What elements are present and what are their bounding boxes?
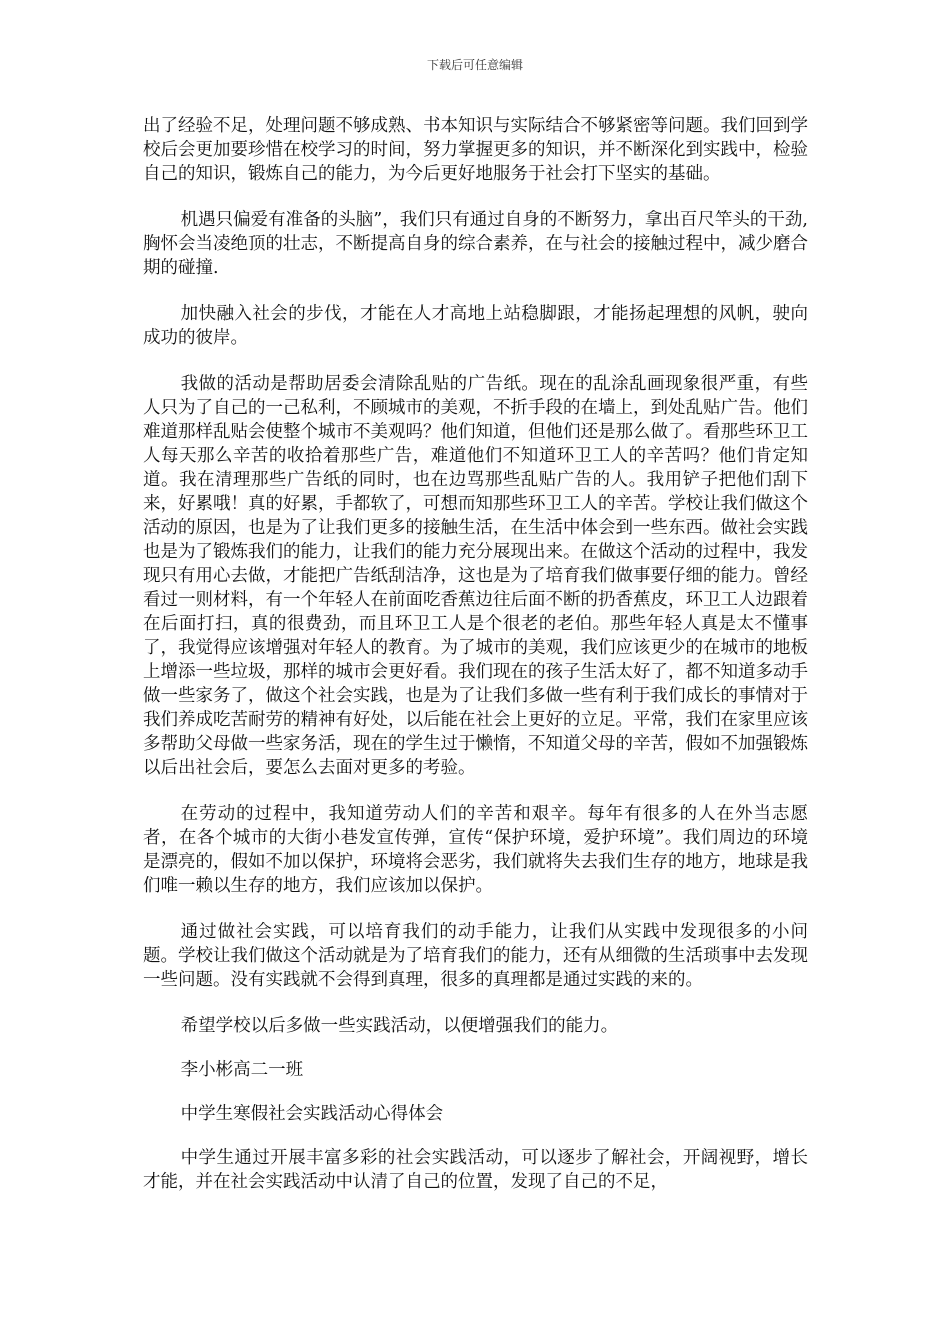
paragraph-hope: 希望学校以后多做一些实践活动，以便增强我们的能力。 bbox=[180, 1016, 619, 1036]
paragraph-intro: 中学生通过开展丰富多彩的社会实践活动，可以逐步了解社会，开阔视野，增长才能，并在社会实践活动中认清了自己的位置，发现了自己的不足， bbox=[143, 1148, 808, 1192]
section-title: 中学生寒假社会实践活动心得体会 bbox=[180, 1104, 444, 1124]
paragraph-practice: 通过做社会实践，可以培育我们的动手能力，让我们从实践中发现很多的小问题。学校让我们做这个活动就是为了培育我们的能力，还有从细微的生活琐事中去发现一些问题。没有实践就不会得到真理，很多的真理都是通过实践的来的。 bbox=[143, 922, 808, 990]
page-header: 下载后可任意编辑 bbox=[426, 58, 523, 72]
paragraph-labor: 在劳动的过程中，我知道劳动人们的辛苦和艰辛。每年有很多的人在外当志愿者，在各个城市的大街小巷发宣传弹，宣传“保护环境，爱护环境”。我们周边的环境是漂亮的，假如不加以保护，环境将会恶劣，我们就将失去我们生存的地方，地球是我们唯一赖以生存的地方，我们应该加以保护。 bbox=[143, 804, 808, 896]
document-body bbox=[143, 114, 808, 1216]
paragraph-opportunity: 机遇只偏爱有准备的头脑”，我们只有通过自身的不断努力，拿出百尺竿头的干劲,胸怀会当凌绝顶的壮志，不断提高自身的综合素养，在与社会的接触过程中，减少磨合期的碰撞. bbox=[143, 210, 808, 278]
author-signature: 李小彬高二一班 bbox=[180, 1060, 304, 1080]
paragraph-integration: 加快融入社会的步伐，才能在人才高地上站稳脚跟，才能扬起理想的风帆，驶向成功的彼岸。 bbox=[143, 304, 808, 348]
paragraph-activity: 我做的活动是帮助居委会清除乱贴的广告纸。现在的乱涂乱画现象很严重，有些人只为了自己的一己私利，不顾城市的美观，不折手段的在墙上，到处乱贴广告。他们难道那样乱贴会使整个城市不美观吗？他们知道，但他们还是那么做了。看那些环卫工人每天那么辛苦的收拾着那些广告，难道他们不知道环卫工人的辛苦吗？他们肯定知道。我在清理那些广告纸的同时，也在边骂那些乱贴广告的人。我用铲子把他们刮下来，好累哦！真的好累，手都软了，可想而知那些环卫工人的辛苦。学校让我们做这个活动的原因，也是为了让我们更多的接触生活，在生活中体会到一些东西。做社会实践也是为了锻炼我们的能力，让我们的能力充分展现出来。在做这个活动的过程中，我发现只有用心去做，才能把广告纸刮洁净，这也是为了培育我们做事要仔细的能力。曾经看过一则材料，有一个年轻人在前面吃香蕉边往后面不断的扔香蕉皮，环卫工人边跟着在后面打扫，真的很费劲，而且环卫工人是个很老的老伯。那些年轻人真是太不懂事了，我觉得应该增强对年轻人的教育。为了城市的美观，我们应该更少的在城市的地板上增添一些垃圾，那样的城市会更好看。我们现在的孩子生活太好了，都不知道多动手做一些家务了，做这个社会实践，也是为了让我们多做一些有利于我们成长的事情对于我们养成吃苦耐劳的精神有好处，以后能在社会上更好的立足。平常，我们在家里应该多帮助父母做一些家务活，现在的学生过于懒惰，不知道父母的辛苦，假如不加强锻炼以后出社会后，要怎么去面对更多的考验。 bbox=[143, 374, 808, 778]
paragraph-continuation: 出了经验不足，处理问题不够成熟、书本知识与实际结合不够紧密等问题。我们回到学校后会更加要珍惜在校学习的时间，努力掌握更多的知识，并不断深化到实践中，检验自己的知识，锻炼自己的能力，为今后更好地服务于社会打下坚实的基础。 bbox=[143, 116, 808, 184]
